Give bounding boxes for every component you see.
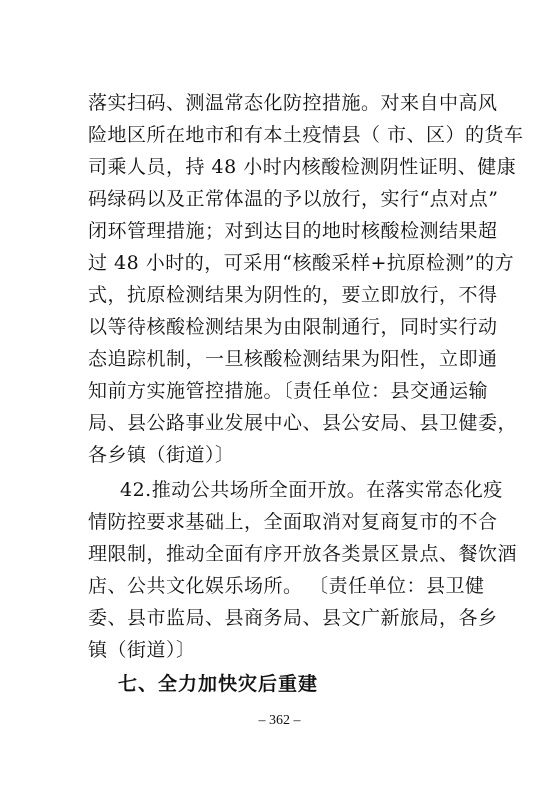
body-text-line: 司乘人员，持 48 小时内核酸检测阴性证明、健康 — [88, 156, 517, 178]
paragraph-42-start: 42.推动公共场所全面开放。在落实常态化疫 — [120, 479, 503, 501]
body-text-line: 店、公共文化娱乐场所。 〔责任单位：县卫健 — [88, 575, 485, 597]
section-heading: 七、全力加快灾后重建 — [118, 673, 319, 695]
body-text-line: 知前方实施管控措施。〔责任单位：县交通运输 — [88, 380, 489, 402]
body-text-line: 式，抗原检测结果为阴性的，要立即放行，不得 — [88, 284, 498, 306]
body-text-line: 情防控要求基础上，全面取消对复商复市的不合 — [88, 511, 498, 533]
body-text-line: 各乡镇（街道）〕 — [88, 444, 235, 466]
body-text-line: 码绿码以及正常体温的予以放行，实行“点对点” — [88, 188, 499, 210]
body-text-line: 闭环管理措施；对到达目的地时核酸检测结果超 — [88, 220, 498, 242]
body-text-line: 局、县公路事业发展中心、县公安局、县卫健委， — [88, 412, 518, 434]
body-text-line: 委、县市监局、县商务局、县文广新旅局，各乡 — [88, 607, 498, 629]
page-number: – 362 – — [258, 713, 301, 728]
body-text-line: 以等待核酸检测结果为由限制通行，同时实行动 — [88, 316, 498, 338]
body-text-line: 镇（街道）〕 — [88, 639, 196, 661]
body-text-line: 落实扫码、测温常态化防控措施。对来自中高风 — [88, 92, 498, 114]
body-text-line: 过 48 小时的，可采用“核酸采样+抗原检测”的方 — [88, 252, 515, 274]
body-text-line: 理限制，推动全面有序开放各类景区景点、餐饮酒 — [88, 543, 518, 565]
body-text-line: 险地区所在地市和有本土疫情县（ 市、区）的货车 — [88, 124, 524, 146]
body-text-line: 态追踪机制，一旦核酸检测结果为阳性，立即通 — [88, 348, 498, 370]
